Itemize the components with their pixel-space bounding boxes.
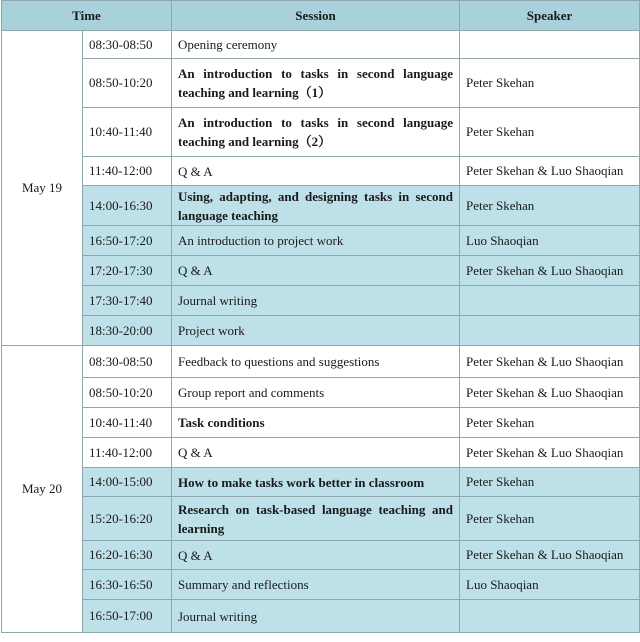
day-date: May 20 [2, 346, 83, 633]
table-body [2, 31, 640, 633]
table-row [2, 541, 640, 570]
speaker-cell: Peter Skehan & Luo Shaoqian [460, 378, 640, 408]
time-cell: 10:40-11:40 [83, 408, 172, 438]
time-cell: 16:20-16:30 [83, 541, 172, 570]
speaker-cell: Peter Skehan & Luo Shaoqian [460, 157, 640, 186]
session-cell: Journal writing [172, 600, 460, 633]
session-cell: How to make tasks work better in classroom [172, 468, 460, 497]
table-row [2, 157, 640, 186]
header-time: Time [2, 1, 172, 31]
speaker-cell: Peter Skehan & Luo Shaoqian [460, 256, 640, 286]
time-cell: 10:40-11:40 [83, 108, 172, 157]
speaker-cell: Peter Skehan & Luo Shaoqian [460, 438, 640, 468]
time-cell: 11:40-12:00 [83, 157, 172, 186]
table-row [2, 346, 640, 378]
table-row [2, 59, 640, 108]
header-speaker: Speaker [460, 1, 640, 31]
session-cell: An introduction to project work [172, 226, 460, 256]
time-cell: 16:50-17:00 [83, 600, 172, 633]
table-row [2, 600, 640, 633]
time-cell: 08:30-08:50 [83, 346, 172, 378]
header-row [2, 1, 640, 31]
table-row [2, 408, 640, 438]
speaker-cell: Luo Shaoqian [460, 570, 640, 600]
session-cell: Summary and reflections [172, 570, 460, 600]
speaker-cell: Peter Skehan [460, 59, 640, 108]
time-cell: 08:50-10:20 [83, 59, 172, 108]
session-cell: Journal writing [172, 286, 460, 316]
time-cell: 17:20-17:30 [83, 256, 172, 286]
session-cell: Q & A [172, 157, 460, 186]
speaker-cell [460, 31, 640, 59]
speaker-cell [460, 316, 640, 346]
speaker-cell: Peter Skehan [460, 408, 640, 438]
speaker-cell: Peter Skehan [460, 186, 640, 226]
session-cell: Q & A [172, 438, 460, 468]
session-cell: Using, adapting, and designing tasks in second language teaching [172, 186, 460, 226]
table-row [2, 497, 640, 541]
speaker-cell [460, 600, 640, 633]
time-cell: 18:30-20:00 [83, 316, 172, 346]
table-row [2, 570, 640, 600]
table-row [2, 186, 640, 226]
speaker-cell: Peter Skehan [460, 468, 640, 497]
time-cell: 16:50-17:20 [83, 226, 172, 256]
session-cell: An introduction to tasks in second language teaching and learning（2） [172, 108, 460, 157]
day-date: May 19 [2, 31, 83, 346]
schedule-table [1, 0, 640, 633]
speaker-cell: Peter Skehan & Luo Shaoqian [460, 541, 640, 570]
table-row [2, 108, 640, 157]
time-cell: 14:00-16:30 [83, 186, 172, 226]
time-cell: 08:50-10:20 [83, 378, 172, 408]
time-cell: 16:30-16:50 [83, 570, 172, 600]
table-header [2, 1, 640, 31]
session-cell: An introduction to tasks in second language teaching and learning（1） [172, 59, 460, 108]
session-cell: Task conditions [172, 408, 460, 438]
table-row [2, 316, 640, 346]
speaker-cell: Peter Skehan [460, 108, 640, 157]
table-row [2, 286, 640, 316]
table-row [2, 468, 640, 497]
session-cell: Research on task-based language teaching and learning [172, 497, 460, 541]
table-row [2, 438, 640, 468]
speaker-cell: Luo Shaoqian [460, 226, 640, 256]
session-cell: Project work [172, 316, 460, 346]
time-cell: 08:30-08:50 [83, 31, 172, 59]
table-row [2, 256, 640, 286]
speaker-cell: Peter Skehan [460, 497, 640, 541]
session-cell: Q & A [172, 541, 460, 570]
table-row [2, 31, 640, 59]
session-cell: Q & A [172, 256, 460, 286]
time-cell: 11:40-12:00 [83, 438, 172, 468]
speaker-cell [460, 286, 640, 316]
speaker-cell: Peter Skehan & Luo Shaoqian [460, 346, 640, 378]
time-cell: 14:00-15:00 [83, 468, 172, 497]
time-cell: 15:20-16:20 [83, 497, 172, 541]
session-cell: Feedback to questions and suggestions [172, 346, 460, 378]
session-cell: Opening ceremony [172, 31, 460, 59]
table-row [2, 226, 640, 256]
session-cell: Group report and comments [172, 378, 460, 408]
time-cell: 17:30-17:40 [83, 286, 172, 316]
table-row [2, 378, 640, 408]
header-session: Session [172, 1, 460, 31]
